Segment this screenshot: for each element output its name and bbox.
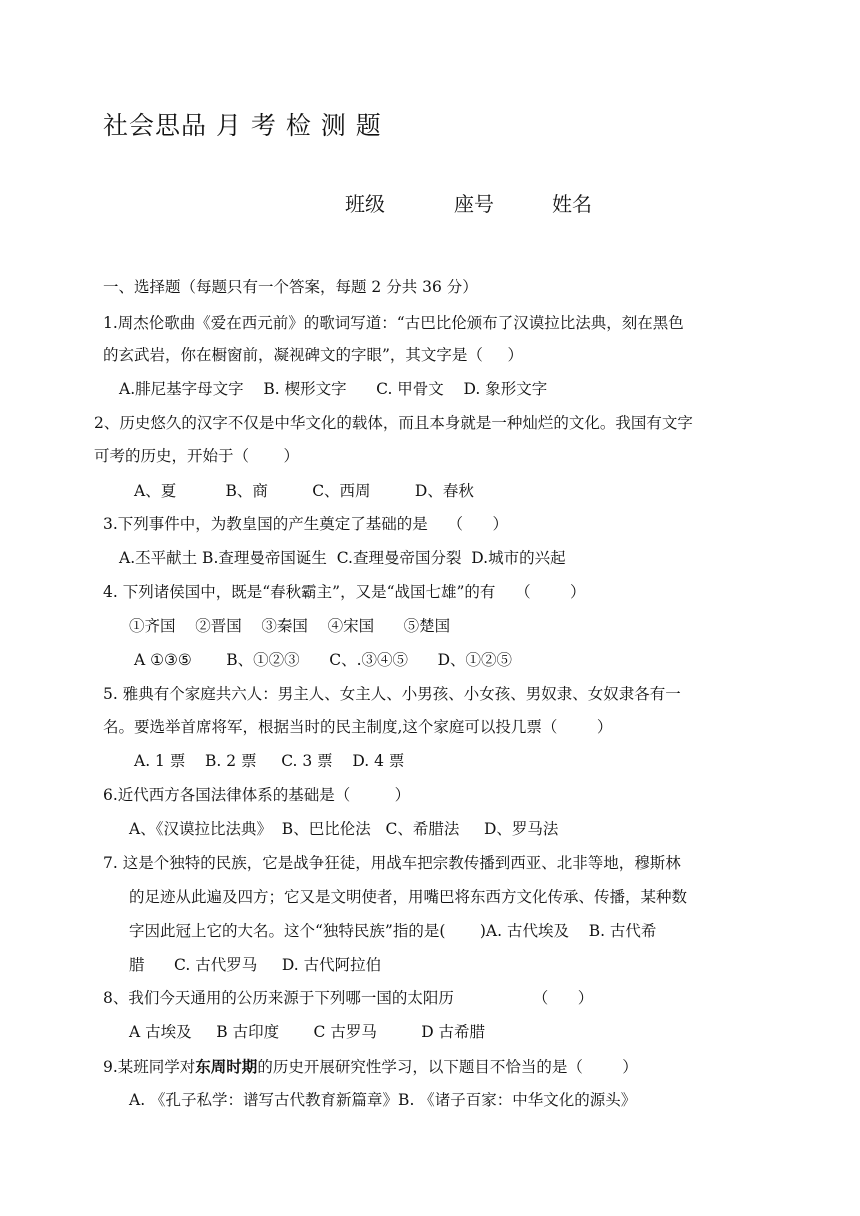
question-4-items: ①齐国 ②晋国 ③秦国 ④宋国 ⑤楚国 xyxy=(129,617,451,635)
question-2-options: A、夏 B、商 C、西周 D、春秋 xyxy=(134,482,474,500)
question-5-options: A. 1 票 B. 2 票 C. 3 票 D. 4 票 xyxy=(134,752,405,770)
name-label: 姓名 xyxy=(552,192,592,216)
question-5-text: 5. 雅典有个家庭共六人：男主人、女主人、小男孩、小女孩、男奴隶、女奴隶各有一 xyxy=(103,685,681,703)
question-7-text: 7. 这是个独特的民族，它是战争狂徒，用战车把宗教传播到西亚、北非等地，穆斯林 xyxy=(103,854,681,872)
question-7-text-cont-3: 腊 C. 古代罗马 D. 古代阿拉伯 xyxy=(129,956,382,974)
seat-label: 座号 xyxy=(454,192,494,216)
question-1-text: 1.周杰伦歌曲《爱在西元前》的歌词写道：“古巴比伦颁布了汉谟拉比法典，刻在黑色 xyxy=(103,314,684,332)
question-3-text: 3.下列事件中，为教皇国的产生奠定了基础的是 （ ） xyxy=(103,515,509,533)
page-title: 社会思品 月 考 检 测 题 xyxy=(103,111,382,140)
question-8-text: 8、我们今天通用的公历来源于下列哪一国的太阳历 （ ） xyxy=(103,989,594,1007)
question-9-emphasis: 东周时期 xyxy=(195,1057,258,1076)
question-1-text-cont: 的玄武岩，你在橱窗前，凝视碑文的字眼”，其文字是（ ） xyxy=(103,346,524,364)
question-5-text-cont: 名。要选举首席将军，根据当时的民主制度,这个家庭可以投几票（ ） xyxy=(103,718,613,736)
question-9-text xyxy=(103,1059,638,1076)
question-2-text: 2、历史悠久的汉字不仅是中华文化的载体，而且本身就是一种灿烂的文化。我国有文字 xyxy=(94,414,693,432)
question-9-prefix: 9.某班同学对 xyxy=(103,1058,196,1076)
question-9-options: A. 《孔子私学：谱写古代教育新篇章》B. 《诸子百家：中华文化的源头》 xyxy=(129,1091,637,1109)
question-3-options: A.丕平献土 B.查理曼帝国诞生 C.查理曼帝国分裂 D.城市的兴起 xyxy=(119,549,566,567)
class-label: 班级 xyxy=(345,192,385,216)
question-8-options: A 古埃及 B 古印度 C 古罗马 D 古希腊 xyxy=(129,1023,486,1041)
question-7-text-cont-2: 字因此冠上它的大名。这个“独特民族”指的是( )A. 古代埃及 B. 古代希 xyxy=(129,922,657,940)
question-6-options: A、《汉谟拉比法典》 B、巴比伦法 C、希腊法 D、罗马法 xyxy=(129,820,559,838)
question-1-options: A.腓尼基字母文字 B. 楔形文字 C. 甲骨文 D. 象形文字 xyxy=(119,380,548,398)
question-9-suffix: 的历史开展研究性学习，以下题目不恰当的是（ ） xyxy=(257,1058,638,1076)
section-heading: 一、选择题（每题只有一个答案，每题 2 分共 36 分） xyxy=(103,278,478,296)
question-4-text: 4. 下列诸侯国中，既是“春秋霸主”，又是“战国七雄”的有 （ ） xyxy=(103,583,586,601)
question-7-text-cont-1: 的足迹从此遍及四方；它又是文明使者，用嘴巴将东西方文化传承、传播，某种数 xyxy=(129,888,688,906)
question-4-options: A ①③⑤ B、①②③ C、.③④⑤ D、①②⑤ xyxy=(134,651,513,669)
question-2-text-cont: 可考的历史，开始于（ ） xyxy=(94,447,299,465)
question-6-text: 6.近代西方各国法律体系的基础是（ ） xyxy=(103,786,411,804)
